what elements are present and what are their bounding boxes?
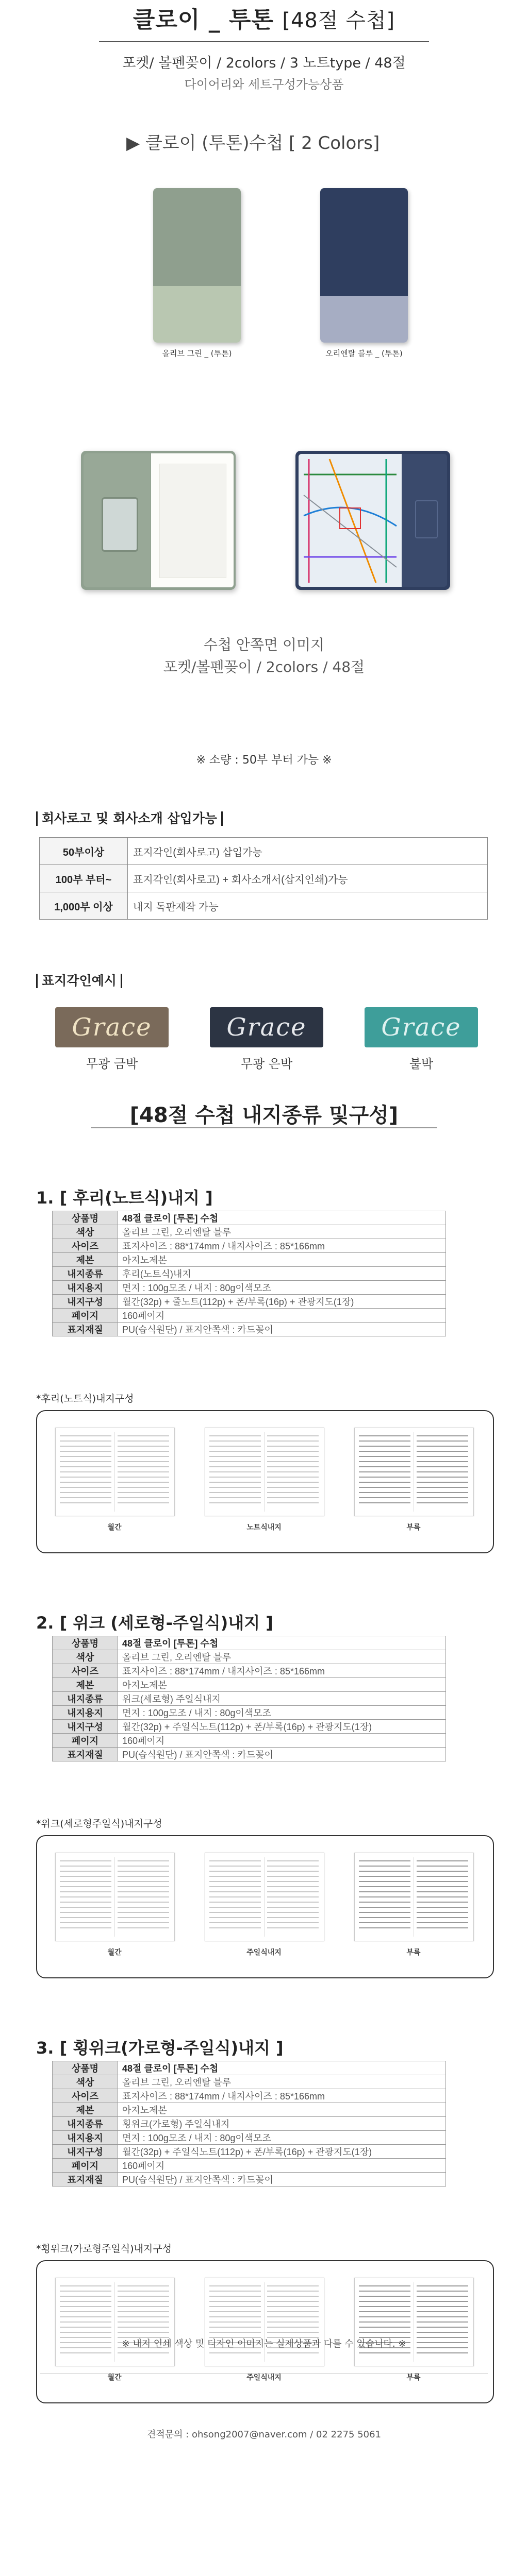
subway-map-icon [299,454,402,587]
spec-value: 아지노제본 [118,2103,446,2117]
composition-thumbnail [354,1428,474,1516]
spec-key: 내지구성 [53,2145,118,2159]
spec-value: 아지노제본 [118,1678,446,1692]
spec-row [53,1734,446,1748]
engrave-section-title: 표지각인예시 [36,974,122,988]
cover-top-band [153,188,241,286]
spec-value: PU(습식원단) / 표지안쪽색 : 카드꽂이 [118,1748,446,1761]
cover-caption-blue: 오리엔탈 블루 _ (투톤) [325,349,403,358]
spec-row [53,1211,446,1225]
spec-row [53,2145,446,2159]
spec-key: 색상 [53,2075,118,2089]
composition-caption: 월간 [107,2374,122,2382]
spec-row [53,1281,446,1295]
composition-box [36,1835,494,1978]
spec-row [53,2131,446,2145]
logo-option-row [40,838,488,865]
inner-note-page [151,453,234,587]
composition-label: *후리(노트식)내지구성 [36,1393,134,1404]
spec-key: 내지종류 [53,1267,118,1281]
inner-type-title: 3. [ 횡위크(가로형-주일식)내지 ] [36,2038,284,2058]
spec-table [52,2061,446,2187]
logo-section-title: 회사로고 및 회사소개 삽입가능 [36,811,223,826]
spec-key: 내지구성 [53,1295,118,1309]
composition-caption: 노트식내지 [246,1523,282,1532]
spec-row [53,2173,446,2187]
spec-value: PU(습식원단) / 표지안쪽색 : 카드꽂이 [118,2173,446,2187]
composition-box [36,2260,494,2403]
spec-value: 후리(노트식)내지 [118,1267,446,1281]
cover-bottom-band [153,286,241,343]
inner-type-title: 1. [ 후리(노트식)내지 ] [36,1188,213,1208]
cover-caption-olive: 올리브 그린 _ (투톤) [162,349,232,358]
spec-row [53,1748,446,1761]
spec-key: 페이지 [53,2159,118,2173]
composition-thumbnail [55,1428,175,1516]
spec-value: 면지 : 100g모조 / 내지 : 80g이색모조 [118,1281,446,1295]
composition-thumbnail [205,1853,324,1941]
contact-info: 견적문의 : ohsong2007@naver.com / 02 2275 5061 [146,2429,382,2440]
composition-thumbnail [55,2278,175,2366]
engrave-sample-gold: Grace [55,1007,169,1047]
spec-key: 표지재질 [53,1748,118,1761]
composition-label: *횡위크(가로형주일식)내지구성 [36,2243,172,2255]
composition-caption: 주일식내지 [246,2374,282,2382]
spec-row [53,1706,446,1720]
spec-value: 표지사이즈 : 88*174mm / 내지사이즈 : 85*166mm [118,2089,446,2103]
spec-value: 160페이지 [118,1309,446,1323]
spec-value: 월간(32p) + 주일식노트(112p) + 폰/부록(16p) + 관광지도(1장) [118,1720,446,1734]
inner-type-title: 2. [ 위크 (세로형-주일식)내지 ] [36,1613,273,1633]
spec-key: 상품명 [53,1636,118,1650]
inner-types-divider [91,1127,437,1128]
engrave-caption-foil: 불박 [409,1057,434,1071]
composition-thumbnail [354,1853,474,1941]
spec-row [53,1295,446,1309]
logo-option-qty: 100부 부터~ [40,865,128,892]
logo-option-row [40,892,488,920]
spec-key: 사이즈 [53,1239,118,1253]
spec-value: 횡위크(가로형) 주일식내지 [118,2117,446,2131]
spec-row [53,1267,446,1281]
spec-row [53,2117,446,2131]
title-light: [48절 수첩] [282,9,395,32]
spec-key: 사이즈 [53,2089,118,2103]
composition-label: *위크(세로형주일식)내지구성 [36,1818,162,1829]
inner-caption-detail: 포켓/볼펜꽂이 / 2colors / 48절 [163,658,365,675]
spec-key: 내지종류 [53,2117,118,2131]
spec-value: 160페이지 [118,2159,446,2173]
spec-row [53,2103,446,2117]
spec-row [53,1225,446,1239]
spec-value: PU(습식원단) / 표지안쪽색 : 카드꽂이 [118,1323,446,1336]
spec-key: 상품명 [53,2061,118,2075]
spec-key: 내지구성 [53,1720,118,1734]
disclaimer-note: ※ 내지 인쇄 색상 및 디자인 이미지는 실제상품과 다를 수 있습니다. ※ [122,2338,406,2349]
card-window [102,497,138,552]
open-notebook-blue [295,451,450,590]
spec-row [53,1239,446,1253]
spec-value: 표지사이즈 : 88*174mm / 내지사이즈 : 85*166mm [118,1239,446,1253]
inner-right-panel [402,454,447,587]
spec-value: 올리브 그린, 오리엔탈 블루 [118,1650,446,1664]
spec-row [53,1253,446,1267]
spec-row [53,1692,446,1706]
spec-key: 사이즈 [53,1664,118,1678]
spec-row [53,1650,446,1664]
engrave-caption-silver: 무광 은박 [240,1057,293,1071]
logo-option-desc: 표지각인(회사로고) 삽입가능 [128,838,488,865]
spec-value: 48절 클로이 [투톤] 수첩 [118,1211,446,1225]
composition-caption: 부록 [406,1948,421,1957]
cover-top-band [320,188,408,296]
spec-key: 색상 [53,1650,118,1664]
footer-divider [40,2373,488,2374]
min-order-note: ※ 소량 : 50부 부터 가능 ※ [196,754,332,767]
composition-thumbnail [205,1428,324,1516]
spec-key: 내지종류 [53,1692,118,1706]
open-notebook-olive [81,451,236,590]
spec-row [53,1664,446,1678]
engrave-caption-gold: 무광 금박 [86,1057,138,1071]
composition-caption: 부록 [406,2374,421,2382]
spec-key: 내지용지 [53,2131,118,2145]
engrave-sample-silver: Grace [210,1007,323,1047]
composition-thumbnail [205,2278,324,2366]
spec-row [53,1678,446,1692]
spec-row [53,2089,446,2103]
spec-key: 페이지 [53,1309,118,1323]
spec-key: 제본 [53,2103,118,2117]
spec-row [53,1720,446,1734]
title-divider [99,41,429,42]
spec-row [53,1636,446,1650]
inner-caption: 수첩 안쪽면 이미지 [203,636,325,653]
spec-row [53,2075,446,2089]
composition-caption: 부록 [406,1523,421,1532]
title-bold: 클로이 _ 투톤 [133,7,274,33]
page-title [0,1,528,34]
spec-table [52,1636,446,1761]
spec-row [53,1323,446,1336]
spec-value: 아지노제본 [118,1253,446,1267]
spec-key: 표지재질 [53,1323,118,1336]
logo-option-desc: 내지 독판제작 가능 [128,892,488,920]
spec-value: 160페이지 [118,1734,446,1748]
logo-option-row [40,865,488,892]
spec-key: 표지재질 [53,2173,118,2187]
spec-value: 48절 클로이 [투톤] 수첩 [118,2061,446,2075]
colors-heading: ▶ 클로이 (투톤)수첩 [ 2 Colors] [126,133,380,154]
inner-types-title: [48절 수첩 내지종류 및구성] [129,1104,399,1127]
logo-option-qty: 1,000부 이상 [40,892,128,920]
spec-key: 색상 [53,1225,118,1239]
spec-value: 올리브 그린, 오리엔탈 블루 [118,1225,446,1239]
subtitle: 포켓/ 볼펜꽂이 / 2colors / 3 노트type / 48절 [122,55,406,71]
spec-row [53,2159,446,2173]
inner-left-panel [84,453,151,587]
spec-value: 위크(세로형) 주일식내지 [118,1692,446,1706]
composition-caption: 월간 [107,1523,122,1532]
composition-thumbnail [55,1853,175,1941]
spec-row [53,1309,446,1323]
spec-value: 면지 : 100g모조 / 내지 : 80g이색모조 [118,1706,446,1720]
logo-option-qty: 50부이상 [40,838,128,865]
cover-oriental-blue [320,188,408,343]
spec-key: 내지용지 [53,1281,118,1295]
spec-key: 제본 [53,1678,118,1692]
spec-value: 올리브 그린, 오리엔탈 블루 [118,2075,446,2089]
spec-value: 월간(32p) + 줄노트(112p) + 폰/부록(16p) + 관광지도(1장) [118,1295,446,1309]
composition-caption: 월간 [107,1948,122,1957]
spec-key: 상품명 [53,1211,118,1225]
cover-bottom-band [320,296,408,343]
logo-options-table [39,837,488,920]
composition-box [36,1410,494,1553]
spec-key: 내지용지 [53,1706,118,1720]
spec-key: 페이지 [53,1734,118,1748]
spec-row [53,2061,446,2075]
composition-thumbnail [354,2278,474,2366]
spec-value: 표지사이즈 : 88*174mm / 내지사이즈 : 85*166mm [118,1664,446,1678]
spec-value: 월간(32p) + 주일식노트(112p) + 폰/부록(16p) + 관광지도(1장) [118,2145,446,2159]
cover-olive-green [153,188,241,343]
subway-map-page [299,454,402,587]
spec-key: 제본 [53,1253,118,1267]
spec-value: 면지 : 100g모조 / 내지 : 80g이색모조 [118,2131,446,2145]
spec-table [52,1211,446,1336]
spec-value: 48절 클로이 [투톤] 수첩 [118,1636,446,1650]
subtitle-secondary: 다이어리와 세트구성가능상품 [184,77,344,92]
logo-option-desc: 표지각인(회사로고) + 회사소개서(삽지인쇄)가능 [128,865,488,892]
composition-caption: 주일식내지 [246,1948,282,1957]
engrave-sample-foil: Grace [365,1007,478,1047]
